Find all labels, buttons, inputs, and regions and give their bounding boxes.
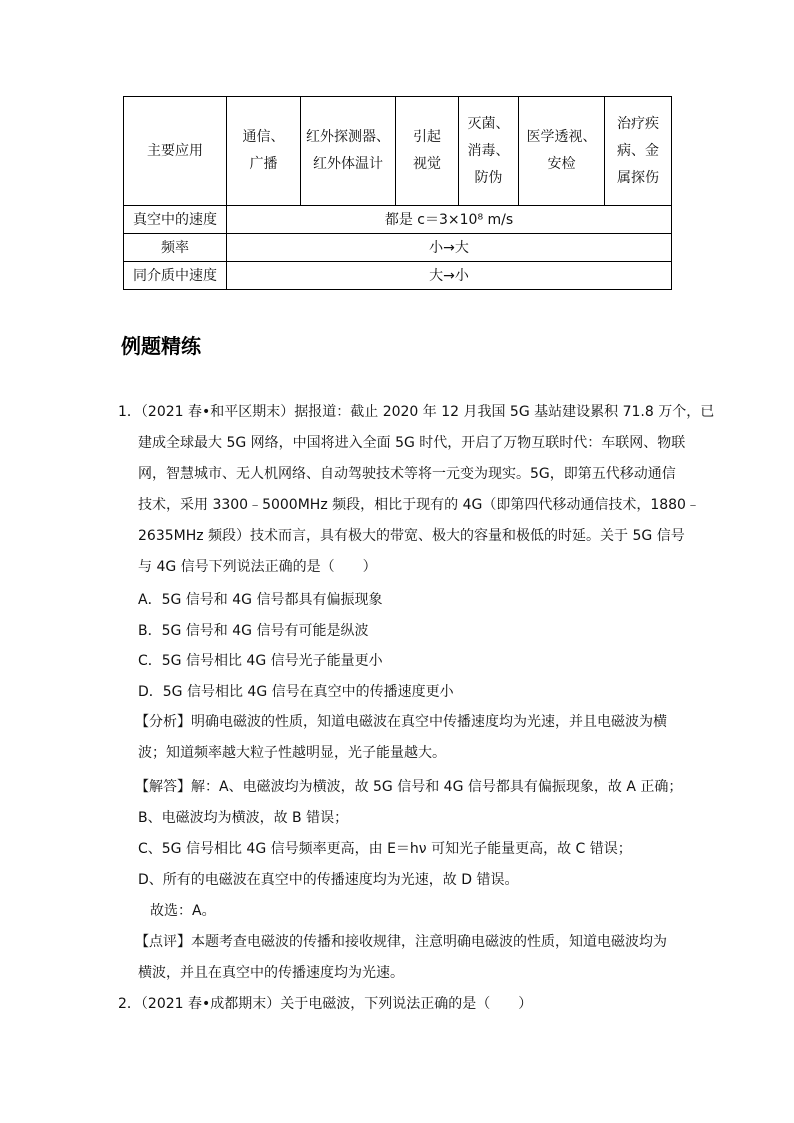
application-cell-infrared: 红外探测器、 红外体温计 bbox=[301, 97, 396, 206]
application-cell-gamma: 治疗疾 病、金 属探伤 bbox=[605, 97, 672, 206]
q1-stem-line: 建成全球最大 5G 网络，中国将进入全面 5G 时代，开启了万物互联时代：车联网、物联 bbox=[138, 435, 686, 451]
section-title: 例题精练 bbox=[121, 334, 201, 358]
q1-stem-line: 技术，采用 3300﹣5000MHz 频段，相比于现有的 4G（即第四代移动通信技术，1880﹣ bbox=[138, 497, 700, 513]
q1-option-c: C．5G 信号相比 4G 信号光子能量更小 bbox=[138, 653, 383, 669]
q1-stem-line: 2635MHz 频段）技术而言，具有极大的带宽、极大的容量和极低的时延。关于 5G 信号 bbox=[138, 528, 685, 544]
application-cell-radio: 通信、 广播 bbox=[227, 97, 301, 206]
q1-stem-line: 与 4G 信号下列说法正确的是（ ） bbox=[138, 559, 377, 575]
row-label-frequency: 频率 bbox=[124, 234, 227, 262]
q1-analysis-line: 【分析】明确电磁波的性质，知道电磁波在真空中传播速度均为光速，并且电磁波为横 bbox=[135, 714, 667, 730]
row-value-speed-medium: 大→小 bbox=[227, 262, 672, 290]
q1-comment-line: 横波，并且在真空中的传播速度均为光速。 bbox=[138, 965, 404, 981]
q1-stem-line: 1．（2021 春•和平区期末）据报道：截止 2020 年 12 月我国 5G 基站建设累积 71.8 万个，已 bbox=[118, 404, 715, 420]
q1-stem-line: 网，智慧城市、无人机网络、自动驾驶技术等将一元变为现实。5G，即第五代移动通信 bbox=[138, 466, 676, 482]
q1-solution-line: C、5G 信号相比 4G 信号频率更高，由 E＝hν 可知光子能量更高，故 C 错误； bbox=[138, 841, 632, 857]
row-value-speed-vacuum: 都是 c＝3×10⁸ m/s bbox=[227, 206, 672, 234]
q1-comment-line: 【点评】本题考查电磁波的传播和接收规律，注意明确电磁波的性质，知道电磁波均为 bbox=[135, 934, 667, 950]
table-row-speed-vacuum bbox=[124, 206, 672, 234]
q2-stem-line: 2．（2021 春•成都期末）关于电磁波，下列说法正确的是（ ） bbox=[118, 996, 533, 1012]
row-value-frequency: 小→大 bbox=[227, 234, 672, 262]
application-cell-visible: 引起 视觉 bbox=[396, 97, 459, 206]
q1-solution-line: 【解答】解：A、电磁波均为横波，故 5G 信号和 4G 信号都具有偏振现象，故 A 正确； bbox=[135, 779, 683, 795]
application-cell-xray: 医学透视、 安检 bbox=[519, 97, 605, 206]
q1-option-d: D．5G 信号相比 4G 信号在真空中的传播速度更小 bbox=[138, 684, 454, 700]
em-spectrum-table bbox=[123, 96, 672, 290]
table-row-applications bbox=[124, 97, 672, 206]
table-row-speed-medium bbox=[124, 262, 672, 290]
q1-solution-line: B、电磁波均为横波，故 B 错误； bbox=[138, 810, 349, 826]
q1-solution-line: D、所有的电磁波在真空中的传播速度均为光速，故 D 错误。 bbox=[138, 872, 519, 888]
q1-option-b: B．5G 信号和 4G 信号有可能是纵波 bbox=[138, 623, 369, 639]
q1-option-a: A．5G 信号和 4G 信号都具有偏振现象 bbox=[138, 592, 383, 608]
row-label-speed-medium: 同介质中速度 bbox=[124, 262, 227, 290]
row-label-applications: 主要应用 bbox=[124, 97, 227, 206]
q1-conclusion: 故选：A。 bbox=[150, 903, 216, 919]
row-label-speed-vacuum: 真空中的速度 bbox=[124, 206, 227, 234]
q1-analysis-line: 波；知道频率越大粒子性越明显，光子能量越大。 bbox=[138, 745, 446, 761]
table-row-frequency bbox=[124, 234, 672, 262]
application-cell-ultraviolet: 灭菌、 消毒、 防伪 bbox=[459, 97, 519, 206]
